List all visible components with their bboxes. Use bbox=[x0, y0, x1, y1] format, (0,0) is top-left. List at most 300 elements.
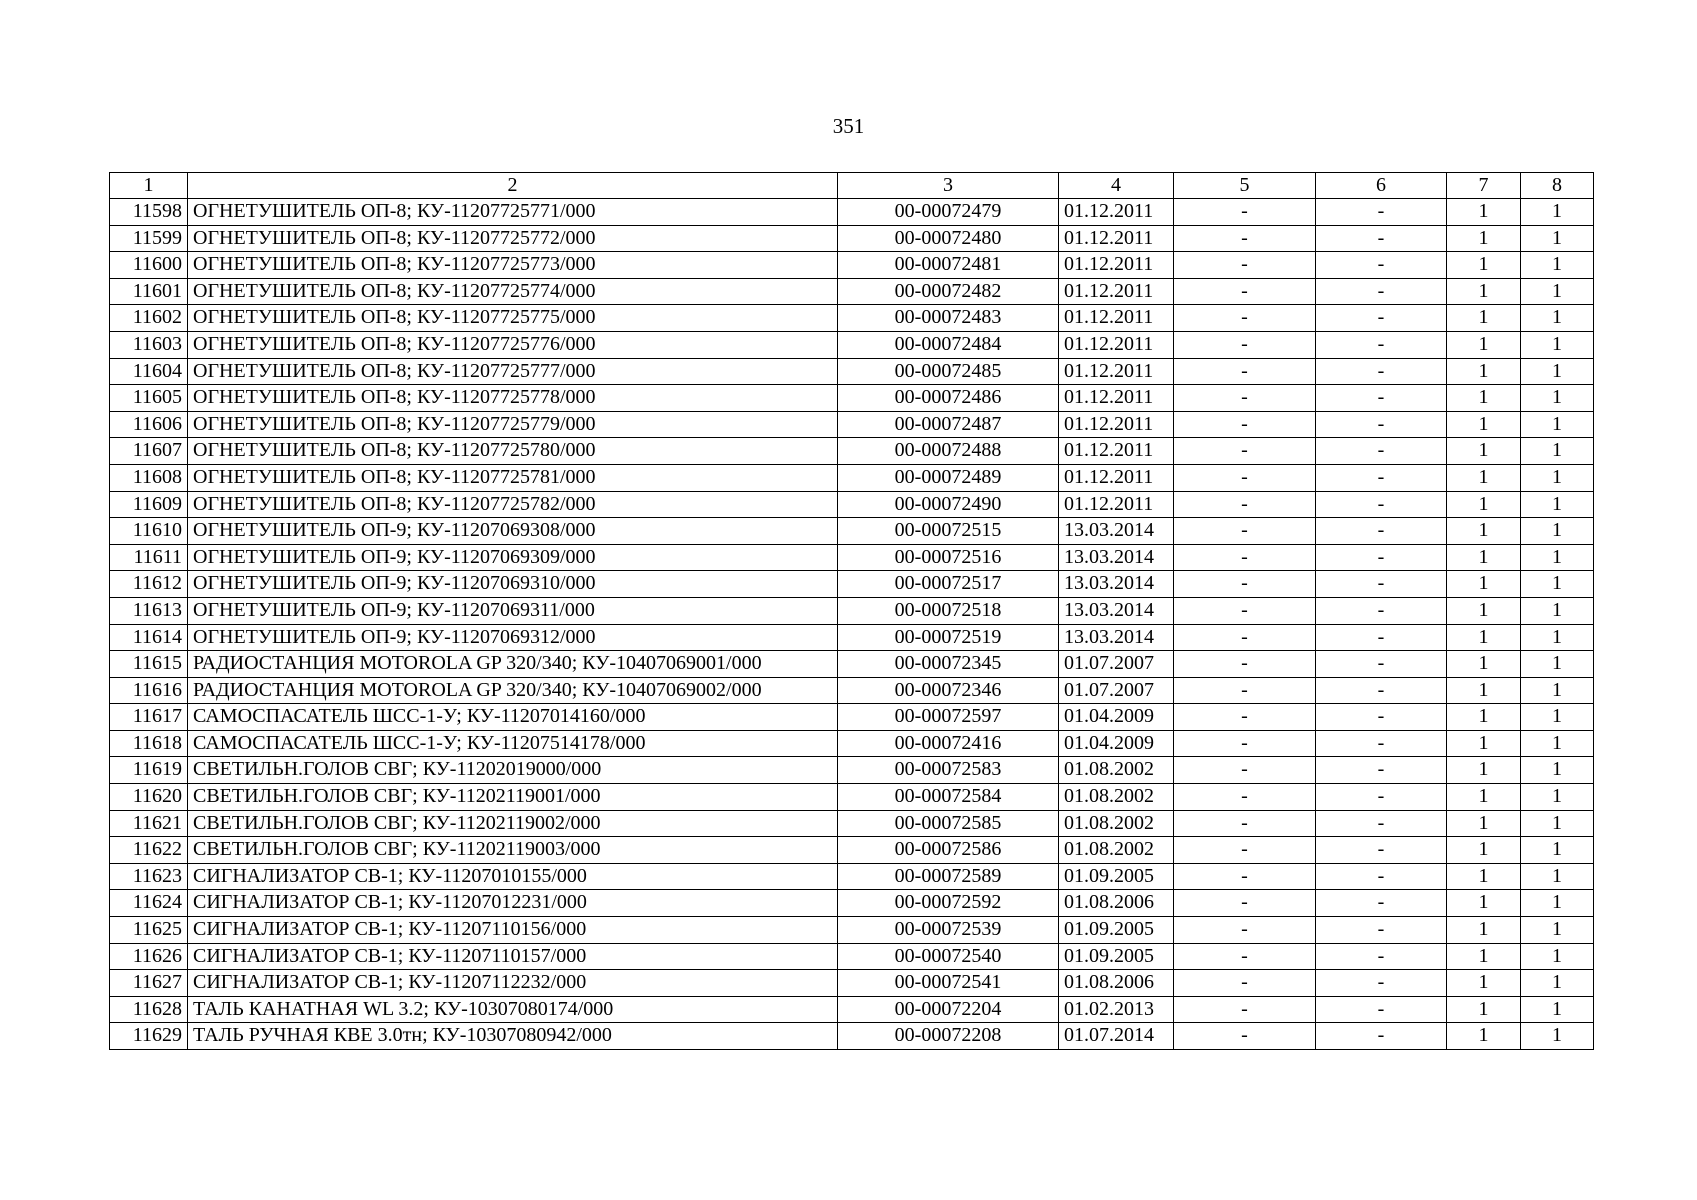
date-cell: 01.08.2006 bbox=[1059, 890, 1174, 917]
table-row bbox=[110, 863, 1594, 890]
column-7-cell: 1 bbox=[1447, 943, 1521, 970]
column-8-cell: 1 bbox=[1521, 571, 1594, 598]
column-8-cell: 1 bbox=[1521, 199, 1594, 226]
column-8-cell: 1 bbox=[1521, 225, 1594, 252]
row-number-cell: 11625 bbox=[110, 917, 188, 944]
table-row bbox=[110, 385, 1594, 412]
header-cell-8: 8 bbox=[1521, 173, 1594, 199]
inventory-code-cell: 00-00072540 bbox=[838, 943, 1059, 970]
column-5-cell: - bbox=[1174, 385, 1316, 412]
inventory-code-cell: 00-00072483 bbox=[838, 305, 1059, 332]
column-7-cell: 1 bbox=[1447, 438, 1521, 465]
registry-table bbox=[109, 172, 1594, 1050]
column-5-cell: - bbox=[1174, 943, 1316, 970]
column-5-cell: - bbox=[1174, 331, 1316, 358]
column-6-cell: - bbox=[1316, 597, 1447, 624]
date-cell: 01.08.2002 bbox=[1059, 810, 1174, 837]
column-7-cell: 1 bbox=[1447, 544, 1521, 571]
inventory-code-cell: 00-00072515 bbox=[838, 518, 1059, 545]
column-5-cell: - bbox=[1174, 784, 1316, 811]
table-row bbox=[110, 837, 1594, 864]
date-cell: 01.09.2005 bbox=[1059, 943, 1174, 970]
row-number-cell: 11609 bbox=[110, 491, 188, 518]
column-5-cell: - bbox=[1174, 597, 1316, 624]
column-7-cell: 1 bbox=[1447, 1023, 1521, 1050]
column-6-cell: - bbox=[1316, 917, 1447, 944]
column-6-cell: - bbox=[1316, 1023, 1447, 1050]
inventory-code-cell: 00-00072481 bbox=[838, 252, 1059, 279]
item-name-cell: СВЕТИЛЬН.ГОЛОВ СВГ; КУ-11202119002/000 bbox=[188, 810, 838, 837]
inventory-code-cell: 00-00072519 bbox=[838, 624, 1059, 651]
column-6-cell: - bbox=[1316, 677, 1447, 704]
row-number-cell: 11614 bbox=[110, 624, 188, 651]
date-cell: 01.12.2011 bbox=[1059, 464, 1174, 491]
date-cell: 01.12.2011 bbox=[1059, 385, 1174, 412]
item-name-cell: ОГНЕТУШИТЕЛЬ ОП-8; КУ-11207725780/000 bbox=[188, 438, 838, 465]
inventory-code-cell: 00-00072490 bbox=[838, 491, 1059, 518]
column-6-cell: - bbox=[1316, 890, 1447, 917]
item-name-cell: ОГНЕТУШИТЕЛЬ ОП-8; КУ-11207725771/000 bbox=[188, 199, 838, 226]
inventory-code-cell: 00-00072517 bbox=[838, 571, 1059, 598]
date-cell: 01.07.2007 bbox=[1059, 677, 1174, 704]
item-name-cell: САМОСПАСАТЕЛЬ ШСС-1-У; КУ-11207014160/000 bbox=[188, 704, 838, 731]
date-cell: 01.08.2006 bbox=[1059, 970, 1174, 997]
column-6-cell: - bbox=[1316, 385, 1447, 412]
column-6-cell: - bbox=[1316, 252, 1447, 279]
row-number-cell: 11603 bbox=[110, 331, 188, 358]
item-name-cell: СИГНАЛИЗАТОР СВ-1; КУ-11207110156/000 bbox=[188, 917, 838, 944]
table-row bbox=[110, 278, 1594, 305]
date-cell: 13.03.2014 bbox=[1059, 571, 1174, 598]
item-name-cell: СВЕТИЛЬН.ГОЛОВ СВГ; КУ-11202119003/000 bbox=[188, 837, 838, 864]
inventory-code-cell: 00-00072487 bbox=[838, 411, 1059, 438]
item-name-cell: СИГНАЛИЗАТОР СВ-1; КУ-11207012231/000 bbox=[188, 890, 838, 917]
table-row bbox=[110, 970, 1594, 997]
column-6-cell: - bbox=[1316, 278, 1447, 305]
column-6-cell: - bbox=[1316, 518, 1447, 545]
row-number-cell: 11607 bbox=[110, 438, 188, 465]
column-7-cell: 1 bbox=[1447, 464, 1521, 491]
row-number-cell: 11618 bbox=[110, 730, 188, 757]
column-8-cell: 1 bbox=[1521, 438, 1594, 465]
table-row bbox=[110, 677, 1594, 704]
row-number-cell: 11599 bbox=[110, 225, 188, 252]
column-8-cell: 1 bbox=[1521, 385, 1594, 412]
table-row bbox=[110, 464, 1594, 491]
column-8-cell: 1 bbox=[1521, 464, 1594, 491]
inventory-code-cell: 00-00072518 bbox=[838, 597, 1059, 624]
column-7-cell: 1 bbox=[1447, 252, 1521, 279]
date-cell: 01.04.2009 bbox=[1059, 704, 1174, 731]
column-7-cell: 1 bbox=[1447, 331, 1521, 358]
column-8-cell: 1 bbox=[1521, 278, 1594, 305]
inventory-code-cell: 00-00072584 bbox=[838, 784, 1059, 811]
column-5-cell: - bbox=[1174, 411, 1316, 438]
row-number-cell: 11628 bbox=[110, 996, 188, 1023]
column-6-cell: - bbox=[1316, 358, 1447, 385]
column-5-cell: - bbox=[1174, 544, 1316, 571]
date-cell: 13.03.2014 bbox=[1059, 624, 1174, 651]
item-name-cell: ОГНЕТУШИТЕЛЬ ОП-9; КУ-11207069310/000 bbox=[188, 571, 838, 598]
column-5-cell: - bbox=[1174, 464, 1316, 491]
column-5-cell: - bbox=[1174, 996, 1316, 1023]
table-row bbox=[110, 411, 1594, 438]
date-cell: 01.12.2011 bbox=[1059, 225, 1174, 252]
date-cell: 01.08.2002 bbox=[1059, 757, 1174, 784]
table-row bbox=[110, 917, 1594, 944]
column-6-cell: - bbox=[1316, 730, 1447, 757]
table-row bbox=[110, 199, 1594, 226]
column-7-cell: 1 bbox=[1447, 278, 1521, 305]
date-cell: 13.03.2014 bbox=[1059, 544, 1174, 571]
column-5-cell: - bbox=[1174, 890, 1316, 917]
row-number-cell: 11620 bbox=[110, 784, 188, 811]
inventory-code-cell: 00-00072488 bbox=[838, 438, 1059, 465]
inventory-code-cell: 00-00072482 bbox=[838, 278, 1059, 305]
item-name-cell: ОГНЕТУШИТЕЛЬ ОП-8; КУ-11207725776/000 bbox=[188, 331, 838, 358]
column-7-cell: 1 bbox=[1447, 970, 1521, 997]
date-cell: 01.04.2009 bbox=[1059, 730, 1174, 757]
table-row bbox=[110, 358, 1594, 385]
column-5-cell: - bbox=[1174, 491, 1316, 518]
table-row bbox=[110, 730, 1594, 757]
header-cell-7: 7 bbox=[1447, 173, 1521, 199]
row-number-cell: 11601 bbox=[110, 278, 188, 305]
row-number-cell: 11605 bbox=[110, 385, 188, 412]
table-row bbox=[110, 890, 1594, 917]
column-6-cell: - bbox=[1316, 651, 1447, 678]
header-row bbox=[110, 173, 1594, 199]
row-number-cell: 11621 bbox=[110, 810, 188, 837]
item-name-cell: СИГНАЛИЗАТОР СВ-1; КУ-11207110157/000 bbox=[188, 943, 838, 970]
column-6-cell: - bbox=[1316, 784, 1447, 811]
header-cell-1: 1 bbox=[110, 173, 188, 199]
column-8-cell: 1 bbox=[1521, 810, 1594, 837]
column-6-cell: - bbox=[1316, 331, 1447, 358]
column-8-cell: 1 bbox=[1521, 917, 1594, 944]
column-5-cell: - bbox=[1174, 677, 1316, 704]
table-row bbox=[110, 784, 1594, 811]
column-5-cell: - bbox=[1174, 624, 1316, 651]
inventory-code-cell: 00-00072204 bbox=[838, 996, 1059, 1023]
column-8-cell: 1 bbox=[1521, 305, 1594, 332]
column-8-cell: 1 bbox=[1521, 331, 1594, 358]
column-8-cell: 1 bbox=[1521, 518, 1594, 545]
item-name-cell: СИГНАЛИЗАТОР СВ-1; КУ-11207112232/000 bbox=[188, 970, 838, 997]
column-8-cell: 1 bbox=[1521, 597, 1594, 624]
column-6-cell: - bbox=[1316, 571, 1447, 598]
column-6-cell: - bbox=[1316, 199, 1447, 226]
inventory-code-cell: 00-00072586 bbox=[838, 837, 1059, 864]
column-8-cell: 1 bbox=[1521, 890, 1594, 917]
column-5-cell: - bbox=[1174, 970, 1316, 997]
column-5-cell: - bbox=[1174, 278, 1316, 305]
column-8-cell: 1 bbox=[1521, 1023, 1594, 1050]
row-number-cell: 11615 bbox=[110, 651, 188, 678]
column-6-cell: - bbox=[1316, 438, 1447, 465]
row-number-cell: 11622 bbox=[110, 837, 188, 864]
column-6-cell: - bbox=[1316, 996, 1447, 1023]
date-cell: 13.03.2014 bbox=[1059, 597, 1174, 624]
table-row bbox=[110, 544, 1594, 571]
column-7-cell: 1 bbox=[1447, 917, 1521, 944]
column-5-cell: - bbox=[1174, 571, 1316, 598]
row-number-cell: 11600 bbox=[110, 252, 188, 279]
date-cell: 01.12.2011 bbox=[1059, 358, 1174, 385]
column-8-cell: 1 bbox=[1521, 491, 1594, 518]
table-row bbox=[110, 571, 1594, 598]
column-6-cell: - bbox=[1316, 491, 1447, 518]
item-name-cell: ТАЛЬ КАНАТНАЯ WL 3.2; КУ-10307080174/000 bbox=[188, 996, 838, 1023]
table-row bbox=[110, 225, 1594, 252]
date-cell: 01.09.2005 bbox=[1059, 917, 1174, 944]
column-7-cell: 1 bbox=[1447, 730, 1521, 757]
column-8-cell: 1 bbox=[1521, 624, 1594, 651]
inventory-code-cell: 00-00072345 bbox=[838, 651, 1059, 678]
item-name-cell: ОГНЕТУШИТЕЛЬ ОП-8; КУ-11207725773/000 bbox=[188, 252, 838, 279]
row-number-cell: 11626 bbox=[110, 943, 188, 970]
column-5-cell: - bbox=[1174, 730, 1316, 757]
header-cell-3: 3 bbox=[838, 173, 1059, 199]
column-6-cell: - bbox=[1316, 704, 1447, 731]
column-8-cell: 1 bbox=[1521, 970, 1594, 997]
column-7-cell: 1 bbox=[1447, 225, 1521, 252]
date-cell: 01.07.2014 bbox=[1059, 1023, 1174, 1050]
column-5-cell: - bbox=[1174, 704, 1316, 731]
date-cell: 01.12.2011 bbox=[1059, 331, 1174, 358]
row-number-cell: 11624 bbox=[110, 890, 188, 917]
column-6-cell: - bbox=[1316, 464, 1447, 491]
column-7-cell: 1 bbox=[1447, 597, 1521, 624]
item-name-cell: ОГНЕТУШИТЕЛЬ ОП-8; КУ-11207725779/000 bbox=[188, 411, 838, 438]
column-7-cell: 1 bbox=[1447, 571, 1521, 598]
column-7-cell: 1 bbox=[1447, 863, 1521, 890]
table-row bbox=[110, 996, 1594, 1023]
column-7-cell: 1 bbox=[1447, 704, 1521, 731]
inventory-code-cell: 00-00072516 bbox=[838, 544, 1059, 571]
inventory-code-cell: 00-00072486 bbox=[838, 385, 1059, 412]
table-row bbox=[110, 810, 1594, 837]
column-6-cell: - bbox=[1316, 837, 1447, 864]
inventory-code-cell: 00-00072208 bbox=[838, 1023, 1059, 1050]
item-name-cell: ОГНЕТУШИТЕЛЬ ОП-9; КУ-11207069312/000 bbox=[188, 624, 838, 651]
inventory-code-cell: 00-00072480 bbox=[838, 225, 1059, 252]
column-8-cell: 1 bbox=[1521, 252, 1594, 279]
inventory-code-cell: 00-00072484 bbox=[838, 331, 1059, 358]
column-7-cell: 1 bbox=[1447, 810, 1521, 837]
date-cell: 01.12.2011 bbox=[1059, 491, 1174, 518]
date-cell: 13.03.2014 bbox=[1059, 518, 1174, 545]
column-5-cell: - bbox=[1174, 225, 1316, 252]
row-number-cell: 11606 bbox=[110, 411, 188, 438]
column-8-cell: 1 bbox=[1521, 784, 1594, 811]
inventory-code-cell: 00-00072597 bbox=[838, 704, 1059, 731]
column-6-cell: - bbox=[1316, 943, 1447, 970]
table-row bbox=[110, 704, 1594, 731]
row-number-cell: 11610 bbox=[110, 518, 188, 545]
column-8-cell: 1 bbox=[1521, 544, 1594, 571]
table-row bbox=[110, 757, 1594, 784]
column-7-cell: 1 bbox=[1447, 518, 1521, 545]
column-8-cell: 1 bbox=[1521, 996, 1594, 1023]
date-cell: 01.12.2011 bbox=[1059, 199, 1174, 226]
table-row bbox=[110, 518, 1594, 545]
column-6-cell: - bbox=[1316, 810, 1447, 837]
item-name-cell: ОГНЕТУШИТЕЛЬ ОП-9; КУ-11207069309/000 bbox=[188, 544, 838, 571]
column-6-cell: - bbox=[1316, 411, 1447, 438]
column-6-cell: - bbox=[1316, 863, 1447, 890]
column-8-cell: 1 bbox=[1521, 411, 1594, 438]
table-row bbox=[110, 943, 1594, 970]
date-cell: 01.12.2011 bbox=[1059, 411, 1174, 438]
inventory-code-cell: 00-00072592 bbox=[838, 890, 1059, 917]
column-5-cell: - bbox=[1174, 651, 1316, 678]
column-6-cell: - bbox=[1316, 305, 1447, 332]
row-number-cell: 11612 bbox=[110, 571, 188, 598]
column-7-cell: 1 bbox=[1447, 385, 1521, 412]
column-7-cell: 1 bbox=[1447, 411, 1521, 438]
row-number-cell: 11598 bbox=[110, 199, 188, 226]
row-number-cell: 11613 bbox=[110, 597, 188, 624]
column-5-cell: - bbox=[1174, 252, 1316, 279]
item-name-cell: САМОСПАСАТЕЛЬ ШСС-1-У; КУ-11207514178/000 bbox=[188, 730, 838, 757]
table-row bbox=[110, 597, 1594, 624]
column-6-cell: - bbox=[1316, 225, 1447, 252]
inventory-code-cell: 00-00072585 bbox=[838, 810, 1059, 837]
row-number-cell: 11616 bbox=[110, 677, 188, 704]
date-cell: 01.12.2011 bbox=[1059, 278, 1174, 305]
date-cell: 01.12.2011 bbox=[1059, 305, 1174, 332]
column-7-cell: 1 bbox=[1447, 757, 1521, 784]
row-number-cell: 11602 bbox=[110, 305, 188, 332]
row-number-cell: 11627 bbox=[110, 970, 188, 997]
item-name-cell: РАДИОСТАНЦИЯ MOTOROLA GP 320/340; КУ-10407069002/000 bbox=[188, 677, 838, 704]
row-number-cell: 11611 bbox=[110, 544, 188, 571]
table-body bbox=[110, 199, 1594, 1050]
column-6-cell: - bbox=[1316, 624, 1447, 651]
column-8-cell: 1 bbox=[1521, 358, 1594, 385]
column-6-cell: - bbox=[1316, 970, 1447, 997]
column-7-cell: 1 bbox=[1447, 837, 1521, 864]
column-7-cell: 1 bbox=[1447, 305, 1521, 332]
column-7-cell: 1 bbox=[1447, 890, 1521, 917]
column-7-cell: 1 bbox=[1447, 996, 1521, 1023]
item-name-cell: ОГНЕТУШИТЕЛЬ ОП-8; КУ-11207725774/000 bbox=[188, 278, 838, 305]
item-name-cell: СИГНАЛИЗАТОР СВ-1; КУ-11207010155/000 bbox=[188, 863, 838, 890]
column-5-cell: - bbox=[1174, 917, 1316, 944]
item-name-cell: ОГНЕТУШИТЕЛЬ ОП-8; КУ-11207725772/000 bbox=[188, 225, 838, 252]
row-number-cell: 11619 bbox=[110, 757, 188, 784]
column-8-cell: 1 bbox=[1521, 651, 1594, 678]
column-7-cell: 1 bbox=[1447, 624, 1521, 651]
column-7-cell: 1 bbox=[1447, 491, 1521, 518]
item-name-cell: ОГНЕТУШИТЕЛЬ ОП-8; КУ-11207725778/000 bbox=[188, 385, 838, 412]
column-5-cell: - bbox=[1174, 757, 1316, 784]
column-5-cell: - bbox=[1174, 810, 1316, 837]
column-7-cell: 1 bbox=[1447, 677, 1521, 704]
inventory-code-cell: 00-00072479 bbox=[838, 199, 1059, 226]
inventory-code-cell: 00-00072589 bbox=[838, 863, 1059, 890]
table-row bbox=[110, 305, 1594, 332]
date-cell: 01.09.2005 bbox=[1059, 863, 1174, 890]
item-name-cell: ОГНЕТУШИТЕЛЬ ОП-8; КУ-11207725775/000 bbox=[188, 305, 838, 332]
item-name-cell: ОГНЕТУШИТЕЛЬ ОП-8; КУ-11207725782/000 bbox=[188, 491, 838, 518]
header-cell-5: 5 bbox=[1174, 173, 1316, 199]
inventory-code-cell: 00-00072346 bbox=[838, 677, 1059, 704]
table-row bbox=[110, 491, 1594, 518]
item-name-cell: СВЕТИЛЬН.ГОЛОВ СВГ; КУ-11202019000/000 bbox=[188, 757, 838, 784]
column-6-cell: - bbox=[1316, 757, 1447, 784]
inventory-code-cell: 00-00072485 bbox=[838, 358, 1059, 385]
date-cell: 01.12.2011 bbox=[1059, 252, 1174, 279]
column-7-cell: 1 bbox=[1447, 358, 1521, 385]
table-row bbox=[110, 252, 1594, 279]
column-8-cell: 1 bbox=[1521, 837, 1594, 864]
row-number-cell: 11608 bbox=[110, 464, 188, 491]
column-5-cell: - bbox=[1174, 837, 1316, 864]
column-8-cell: 1 bbox=[1521, 943, 1594, 970]
row-number-cell: 11604 bbox=[110, 358, 188, 385]
table-row bbox=[110, 438, 1594, 465]
item-name-cell: ОГНЕТУШИТЕЛЬ ОП-9; КУ-11207069311/000 bbox=[188, 597, 838, 624]
column-8-cell: 1 bbox=[1521, 677, 1594, 704]
column-8-cell: 1 bbox=[1521, 863, 1594, 890]
column-7-cell: 1 bbox=[1447, 199, 1521, 226]
row-number-cell: 11629 bbox=[110, 1023, 188, 1050]
table-row bbox=[110, 331, 1594, 358]
date-cell: 01.12.2011 bbox=[1059, 438, 1174, 465]
column-7-cell: 1 bbox=[1447, 651, 1521, 678]
inventory-code-cell: 00-00072583 bbox=[838, 757, 1059, 784]
item-name-cell: ОГНЕТУШИТЕЛЬ ОП-8; КУ-11207725781/000 bbox=[188, 464, 838, 491]
header-cell-6: 6 bbox=[1316, 173, 1447, 199]
date-cell: 01.02.2013 bbox=[1059, 996, 1174, 1023]
column-5-cell: - bbox=[1174, 863, 1316, 890]
column-8-cell: 1 bbox=[1521, 730, 1594, 757]
inventory-code-cell: 00-00072416 bbox=[838, 730, 1059, 757]
header-cell-4: 4 bbox=[1059, 173, 1174, 199]
date-cell: 01.08.2002 bbox=[1059, 784, 1174, 811]
item-name-cell: ОГНЕТУШИТЕЛЬ ОП-9; КУ-11207069308/000 bbox=[188, 518, 838, 545]
column-8-cell: 1 bbox=[1521, 757, 1594, 784]
table-row bbox=[110, 1023, 1594, 1050]
column-5-cell: - bbox=[1174, 1023, 1316, 1050]
inventory-code-cell: 00-00072539 bbox=[838, 917, 1059, 944]
row-number-cell: 11617 bbox=[110, 704, 188, 731]
column-5-cell: - bbox=[1174, 305, 1316, 332]
date-cell: 01.08.2002 bbox=[1059, 837, 1174, 864]
column-5-cell: - bbox=[1174, 518, 1316, 545]
inventory-code-cell: 00-00072489 bbox=[838, 464, 1059, 491]
item-name-cell: СВЕТИЛЬН.ГОЛОВ СВГ; КУ-11202119001/000 bbox=[188, 784, 838, 811]
column-7-cell: 1 bbox=[1447, 784, 1521, 811]
page-number: 351 bbox=[832, 114, 865, 138]
header-cell-2: 2 bbox=[188, 173, 838, 199]
table-row bbox=[110, 651, 1594, 678]
column-5-cell: - bbox=[1174, 199, 1316, 226]
column-5-cell: - bbox=[1174, 438, 1316, 465]
date-cell: 01.07.2007 bbox=[1059, 651, 1174, 678]
column-6-cell: - bbox=[1316, 544, 1447, 571]
inventory-code-cell: 00-00072541 bbox=[838, 970, 1059, 997]
item-name-cell: ОГНЕТУШИТЕЛЬ ОП-8; КУ-11207725777/000 bbox=[188, 358, 838, 385]
column-5-cell: - bbox=[1174, 358, 1316, 385]
item-name-cell: ТАЛЬ РУЧНАЯ КВЕ 3.0тн; КУ-10307080942/000 bbox=[188, 1023, 838, 1050]
row-number-cell: 11623 bbox=[110, 863, 188, 890]
table-row bbox=[110, 624, 1594, 651]
item-name-cell: РАДИОСТАНЦИЯ MOTOROLA GP 320/340; КУ-10407069001/000 bbox=[188, 651, 838, 678]
column-8-cell: 1 bbox=[1521, 704, 1594, 731]
